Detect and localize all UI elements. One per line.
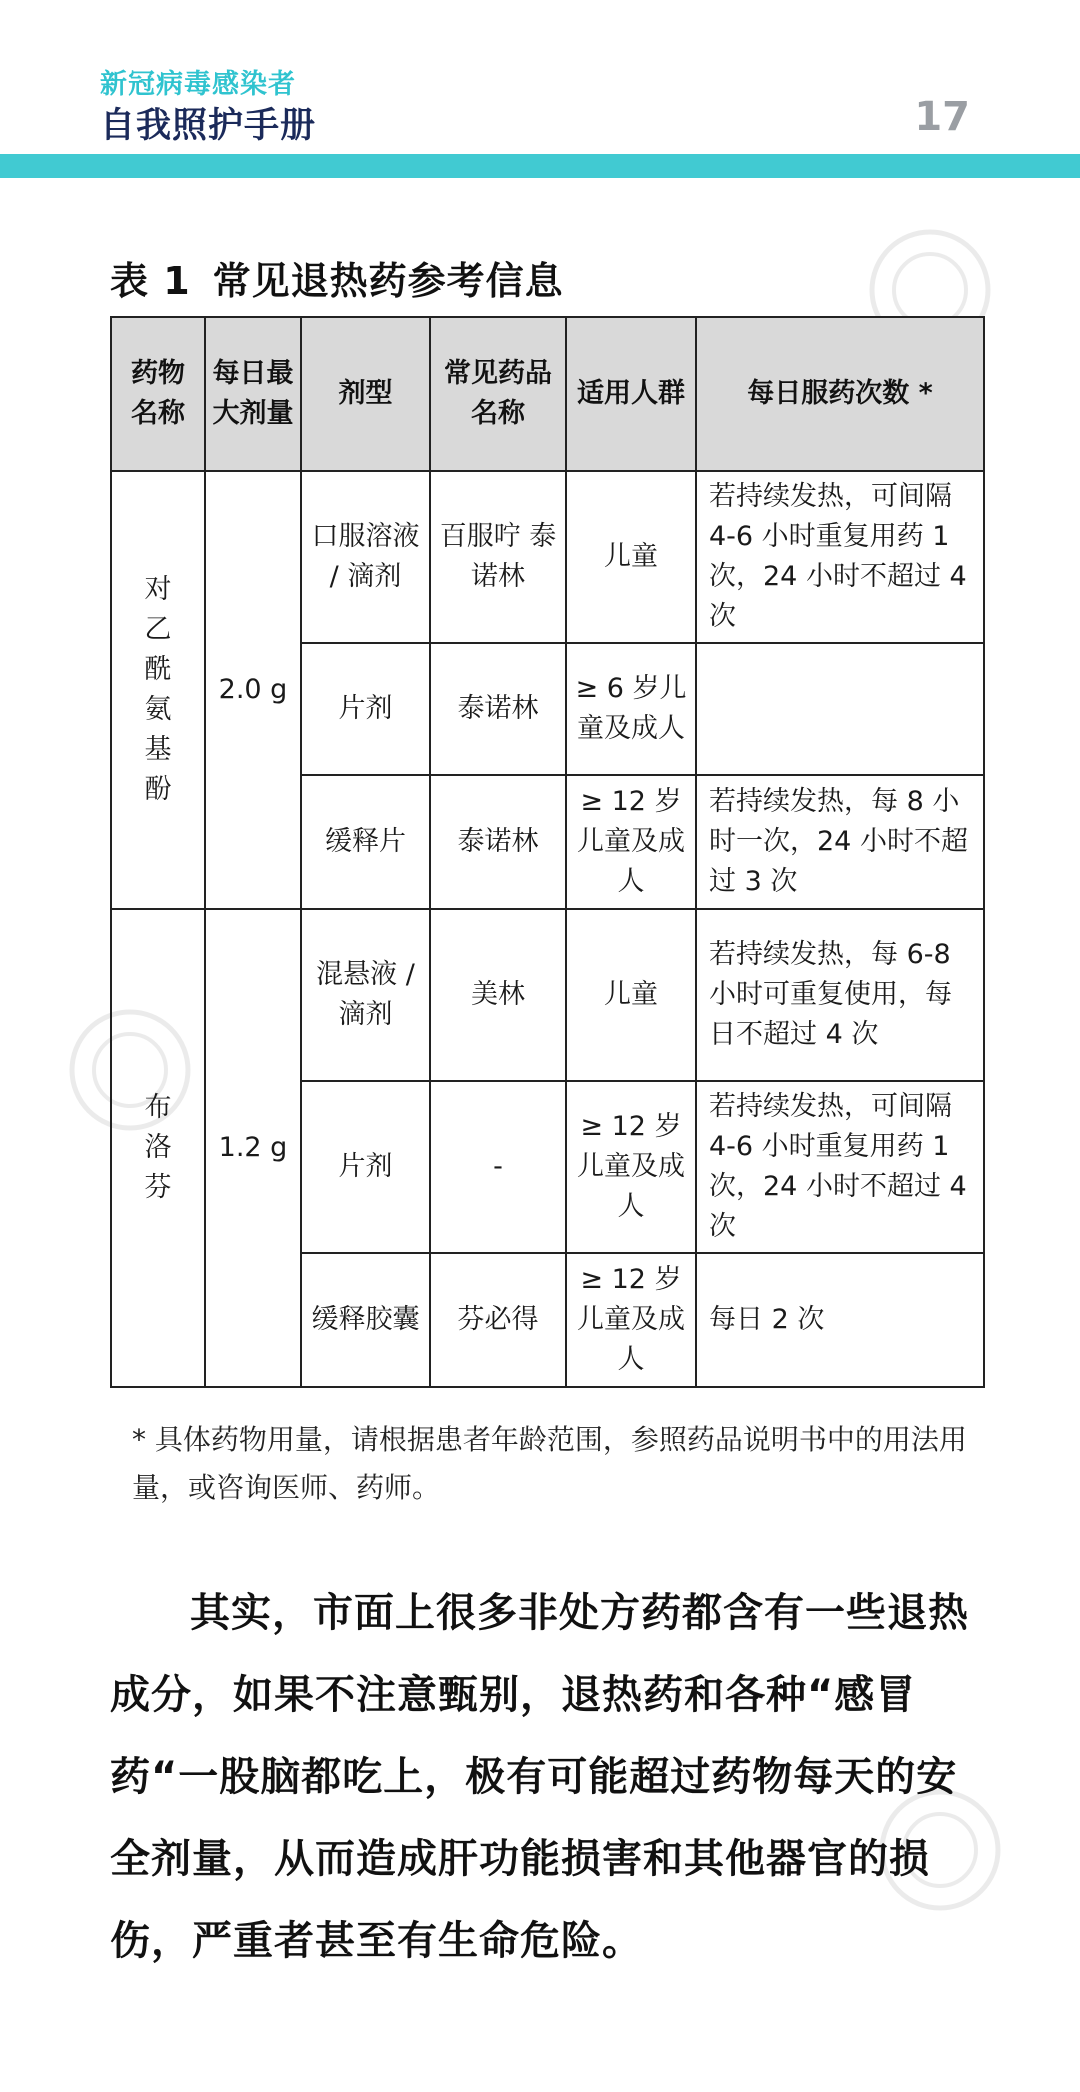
header-brand-name: 常见药品名称	[430, 317, 566, 471]
header-population: 适用人群	[566, 317, 696, 471]
manual-subtitle: 新冠病毒感染者	[100, 69, 296, 100]
body-paragraph: 其实，市面上很多非处方药都含有一些退热成分，如果不注意甄别，退热药和各种“感冒药“一股脑都吃上，极有可能超过药物每天的安全剂量，从而造成肝功能损害和其他器官的损伤，严重者甚至有生命危险。	[110, 1590, 969, 1964]
form-cell: 片剂	[301, 643, 430, 775]
form-cell: 口服溶液 / 滴剂	[301, 471, 430, 643]
table-row	[111, 909, 984, 1081]
table-footnote: * 具体药物用量，请根据患者年龄范围，参照药品说明书中的用法用量，或咨询医师、药师。	[132, 1423, 967, 1504]
frequency-cell: 若持续发热，每 8 小时一次，24 小时不超过 3 次	[696, 775, 984, 909]
population-cell: 儿童	[566, 909, 696, 1081]
antipyretic-table	[110, 316, 985, 1388]
form-cell: 缓释片	[301, 775, 430, 909]
population-cell: ≥ 12 岁儿童及成人	[566, 1253, 696, 1387]
brand-cell: 美林	[430, 909, 566, 1081]
brand-cell: -	[430, 1081, 566, 1253]
population-cell: ≥ 6 岁儿童及成人	[566, 643, 696, 775]
brand-cell: 泰诺林	[430, 643, 566, 775]
table-title	[110, 250, 564, 305]
table-number: 表 1	[110, 259, 191, 303]
table-row	[111, 471, 984, 643]
frequency-cell: 若持续发热，每 6-8 小时可重复使用，每日不超过 4 次	[696, 909, 984, 1081]
manual-title: 自我照护手册	[100, 106, 317, 146]
accent-bar	[0, 154, 1080, 178]
form-cell: 缓释胶囊	[301, 1253, 430, 1387]
max-dose-cell: 2.0 g	[205, 471, 301, 909]
form-cell: 混悬液 / 滴剂	[301, 909, 430, 1081]
frequency-cell: 若持续发热，可间隔 4-6 小时重复用药 1 次，24 小时不超过 4 次	[696, 471, 984, 643]
header-dosage-form: 剂型	[301, 317, 430, 471]
table-header-row	[111, 317, 984, 471]
page-header	[0, 0, 1080, 178]
population-cell: ≥ 12 岁儿童及成人	[566, 775, 696, 909]
form-cell: 片剂	[301, 1081, 430, 1253]
frequency-cell	[696, 643, 984, 775]
brand-cell: 百服咛 泰诺林	[430, 471, 566, 643]
population-cell: 儿童	[566, 471, 696, 643]
header-drug-name: 药物名称	[111, 317, 205, 471]
frequency-cell: 若持续发热，可间隔 4-6 小时重复用药 1 次，24 小时不超过 4 次	[696, 1081, 984, 1253]
table-caption: 常见退热药参考信息	[212, 259, 564, 303]
drug-name-cell: 对乙酰氨基酚	[111, 471, 205, 909]
header-frequency: 每日服药次数 *	[696, 317, 984, 471]
frequency-cell: 每日 2 次	[696, 1253, 984, 1387]
max-dose-cell: 1.2 g	[205, 909, 301, 1387]
header-max-dose: 每日最大剂量	[205, 317, 301, 471]
brand-cell: 泰诺林	[430, 775, 566, 909]
drug-name-cell: 布洛芬	[111, 909, 205, 1387]
page-number: 17	[914, 94, 970, 140]
population-cell: ≥ 12 岁儿童及成人	[566, 1081, 696, 1253]
brand-cell: 芬必得	[430, 1253, 566, 1387]
